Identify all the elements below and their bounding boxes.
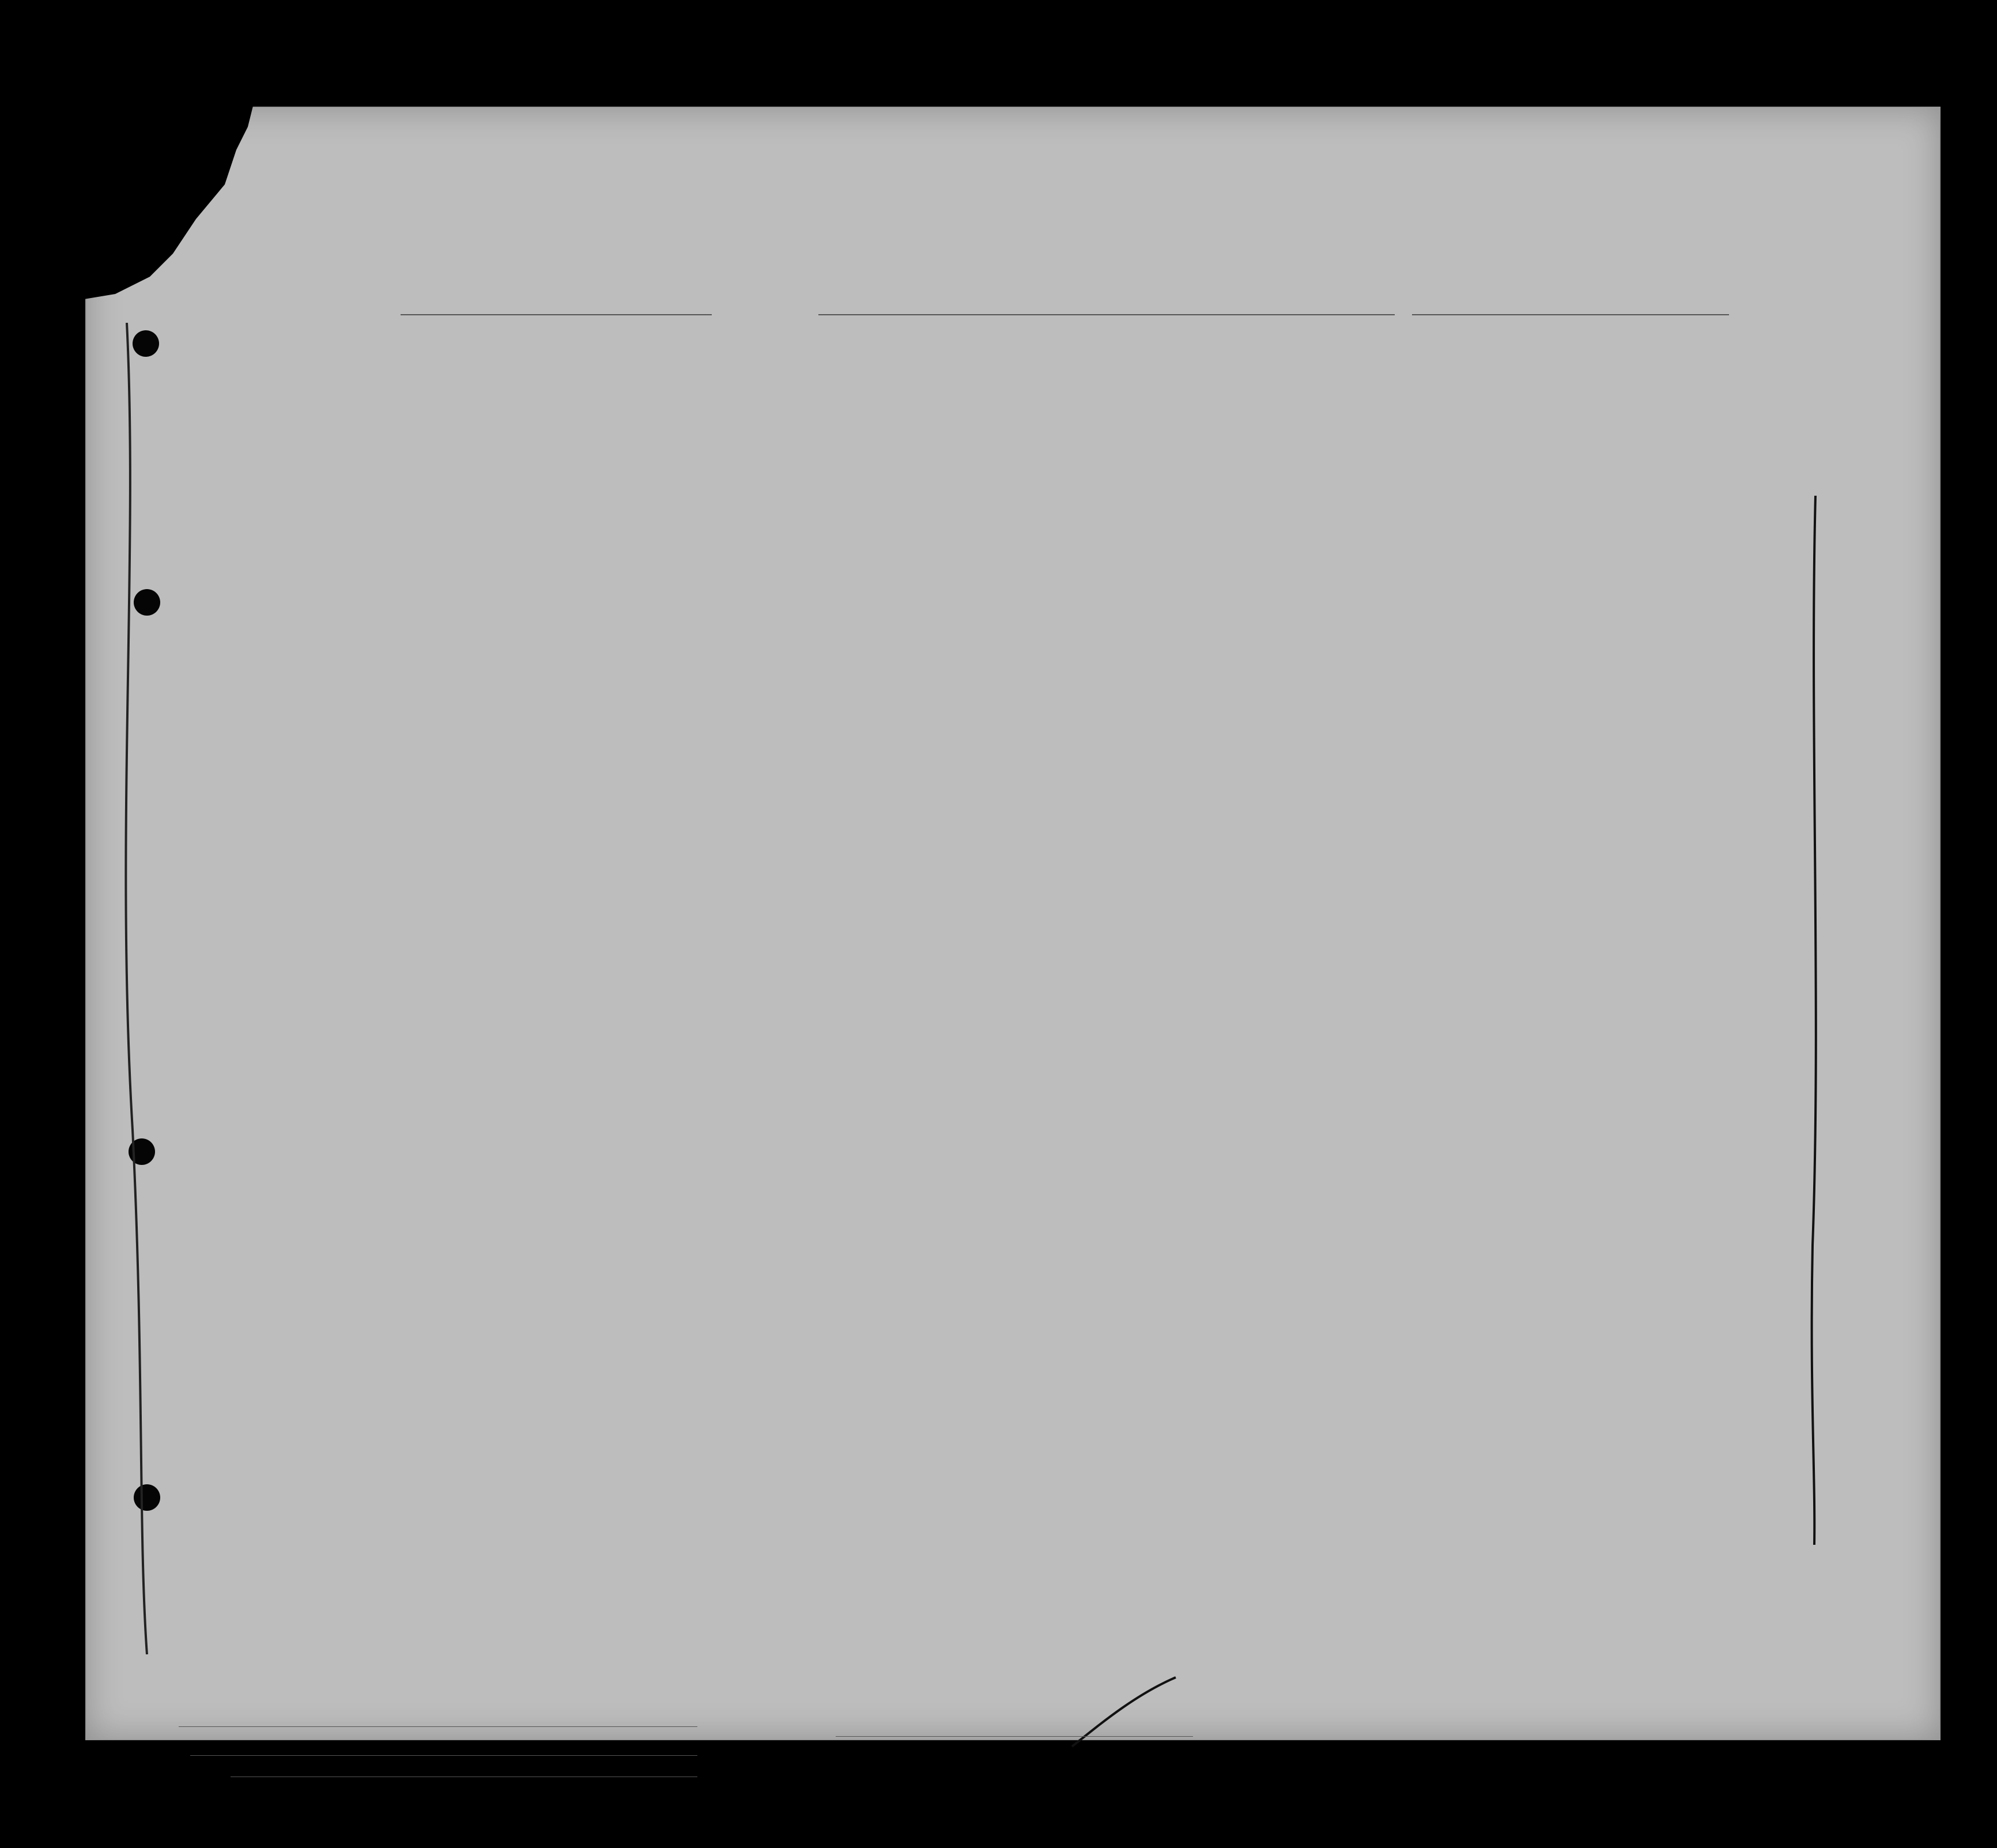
rule <box>401 314 712 315</box>
check-marks <box>104 323 196 1660</box>
rule <box>1412 314 1729 315</box>
rule <box>836 1736 1193 1737</box>
rule <box>179 1726 697 1727</box>
torn-corner <box>81 104 271 311</box>
action-bracket-line <box>1798 496 1833 1551</box>
signature-flourish <box>1066 1672 1181 1752</box>
rule <box>818 314 1395 315</box>
manifest-sheet <box>85 107 1941 1740</box>
rule <box>190 1755 697 1756</box>
